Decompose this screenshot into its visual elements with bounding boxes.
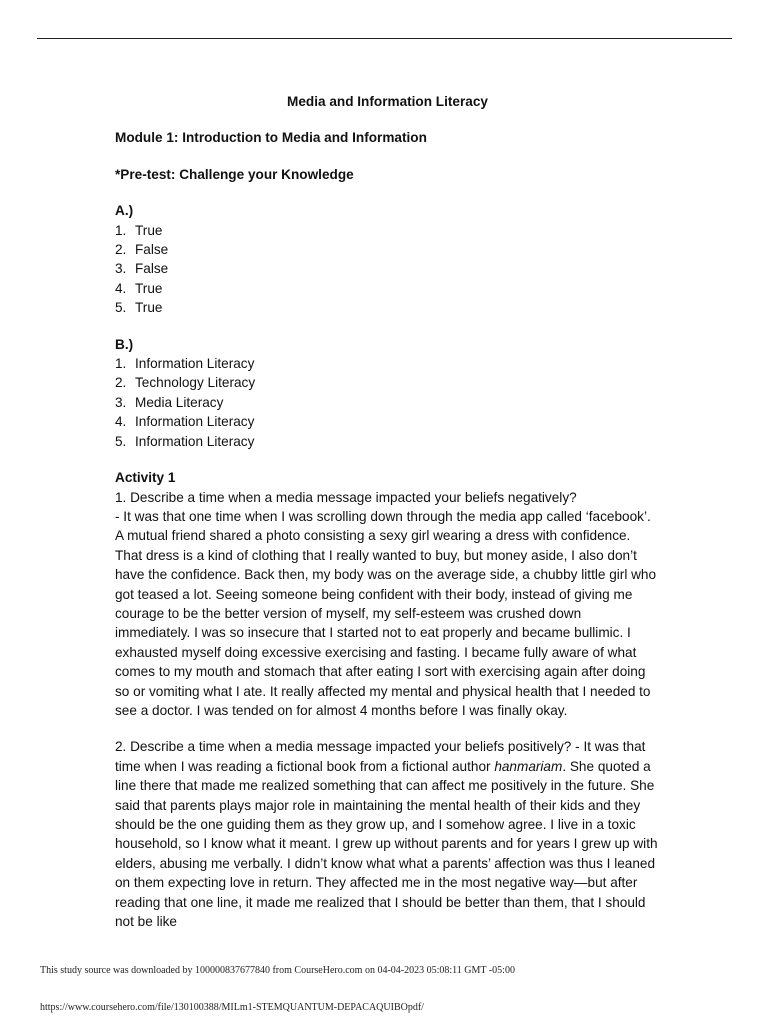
list-item: 2. False: [115, 242, 169, 258]
section-a-answers: [115, 221, 660, 318]
list-item: 1. Information Literacy: [115, 356, 255, 372]
activity-answer-1: - It was that one time when I was scrolling down through the media app called ‘facebook’. A mutual friend shared a photo consisting a sexy girl wearing a dress with confidence. That dress is a kind of clothing that I really wanted to buy, but money aside, I also don’t have the confidence. Back then, my body was on the average side, a chubby little girl who got teased a lot. Seeing someone being confident with their body, instead of giving me courage to be the better version of myself, my self-esteem was crushed down immediately. I was so insecure that I started not to eat properly and became bullimic. I exhausted myself doing excessive exercising and fasting. I became fully aware of what comes to my mouth and stomach that after eating I sort with exercising again after doing so or vomiting what I ate. It really affected my mental and physical health that I needed to see a doctor. I was tended on for almost 4 months before I was finally okay.: [115, 508, 657, 718]
pretest-heading: *Pre-test: Challenge your Knowledge: [115, 166, 354, 182]
list-item: 3. False: [115, 261, 169, 277]
document-title: Media and Information Literacy: [287, 94, 488, 109]
download-note: This study source was downloaded by 100000837677840 from CourseHero.com on 04-04-2023 05:08:11 GMT -05:00: [40, 965, 515, 976]
activity-question-1: 1. Describe a time when a media message impacted your beliefs negatively?: [115, 489, 577, 505]
header-divider: [37, 38, 732, 39]
activity-question-2: 2. Describe a time when a media message impacted your beliefs positively? - It was that time when I was reading a fictional book from a fictional author hanmariam. She quoted a line there that made me realized something that can affect me positively in the future. She said that parents plays major role in maintaining the mental health of their kids and they should be the one guiding them as they grow up, and I somehow agree. I live in a toxic household, so I know what it meant. I grew up without parents and for years I grew up with elders, abusing me verbally. I didn’t know what what a parents’ affection was thus I leaned on them expecting love in return. They affected me in the most negative way—but after reading that one line, it made me realized that I should be better than them, that I should not be like: [115, 739, 658, 930]
list-item: 4. Information Literacy: [115, 414, 255, 430]
author-name: hanmariam: [494, 758, 563, 774]
module-heading: Module 1: Introduction to Media and Information: [115, 130, 427, 146]
list-item: 1. True: [115, 222, 163, 238]
section-a-label: A.): [115, 203, 134, 219]
list-item: 5. Information Literacy: [115, 433, 255, 449]
document-body: [115, 92, 660, 931]
list-item: 2. Technology Literacy: [115, 375, 256, 391]
section-b-label: B.): [115, 336, 134, 352]
section-b-answers: [115, 354, 660, 451]
list-item: 5. True: [115, 300, 163, 316]
list-item: 4. True: [115, 280, 163, 296]
source-url[interactable]: https://www.coursehero.com/file/130100388/MILm1-STEMQUANTUM-DEPACAQUIBOpdf/: [40, 1002, 424, 1013]
activity-heading: Activity 1: [115, 470, 176, 486]
list-item: 3. Media Literacy: [115, 394, 224, 410]
